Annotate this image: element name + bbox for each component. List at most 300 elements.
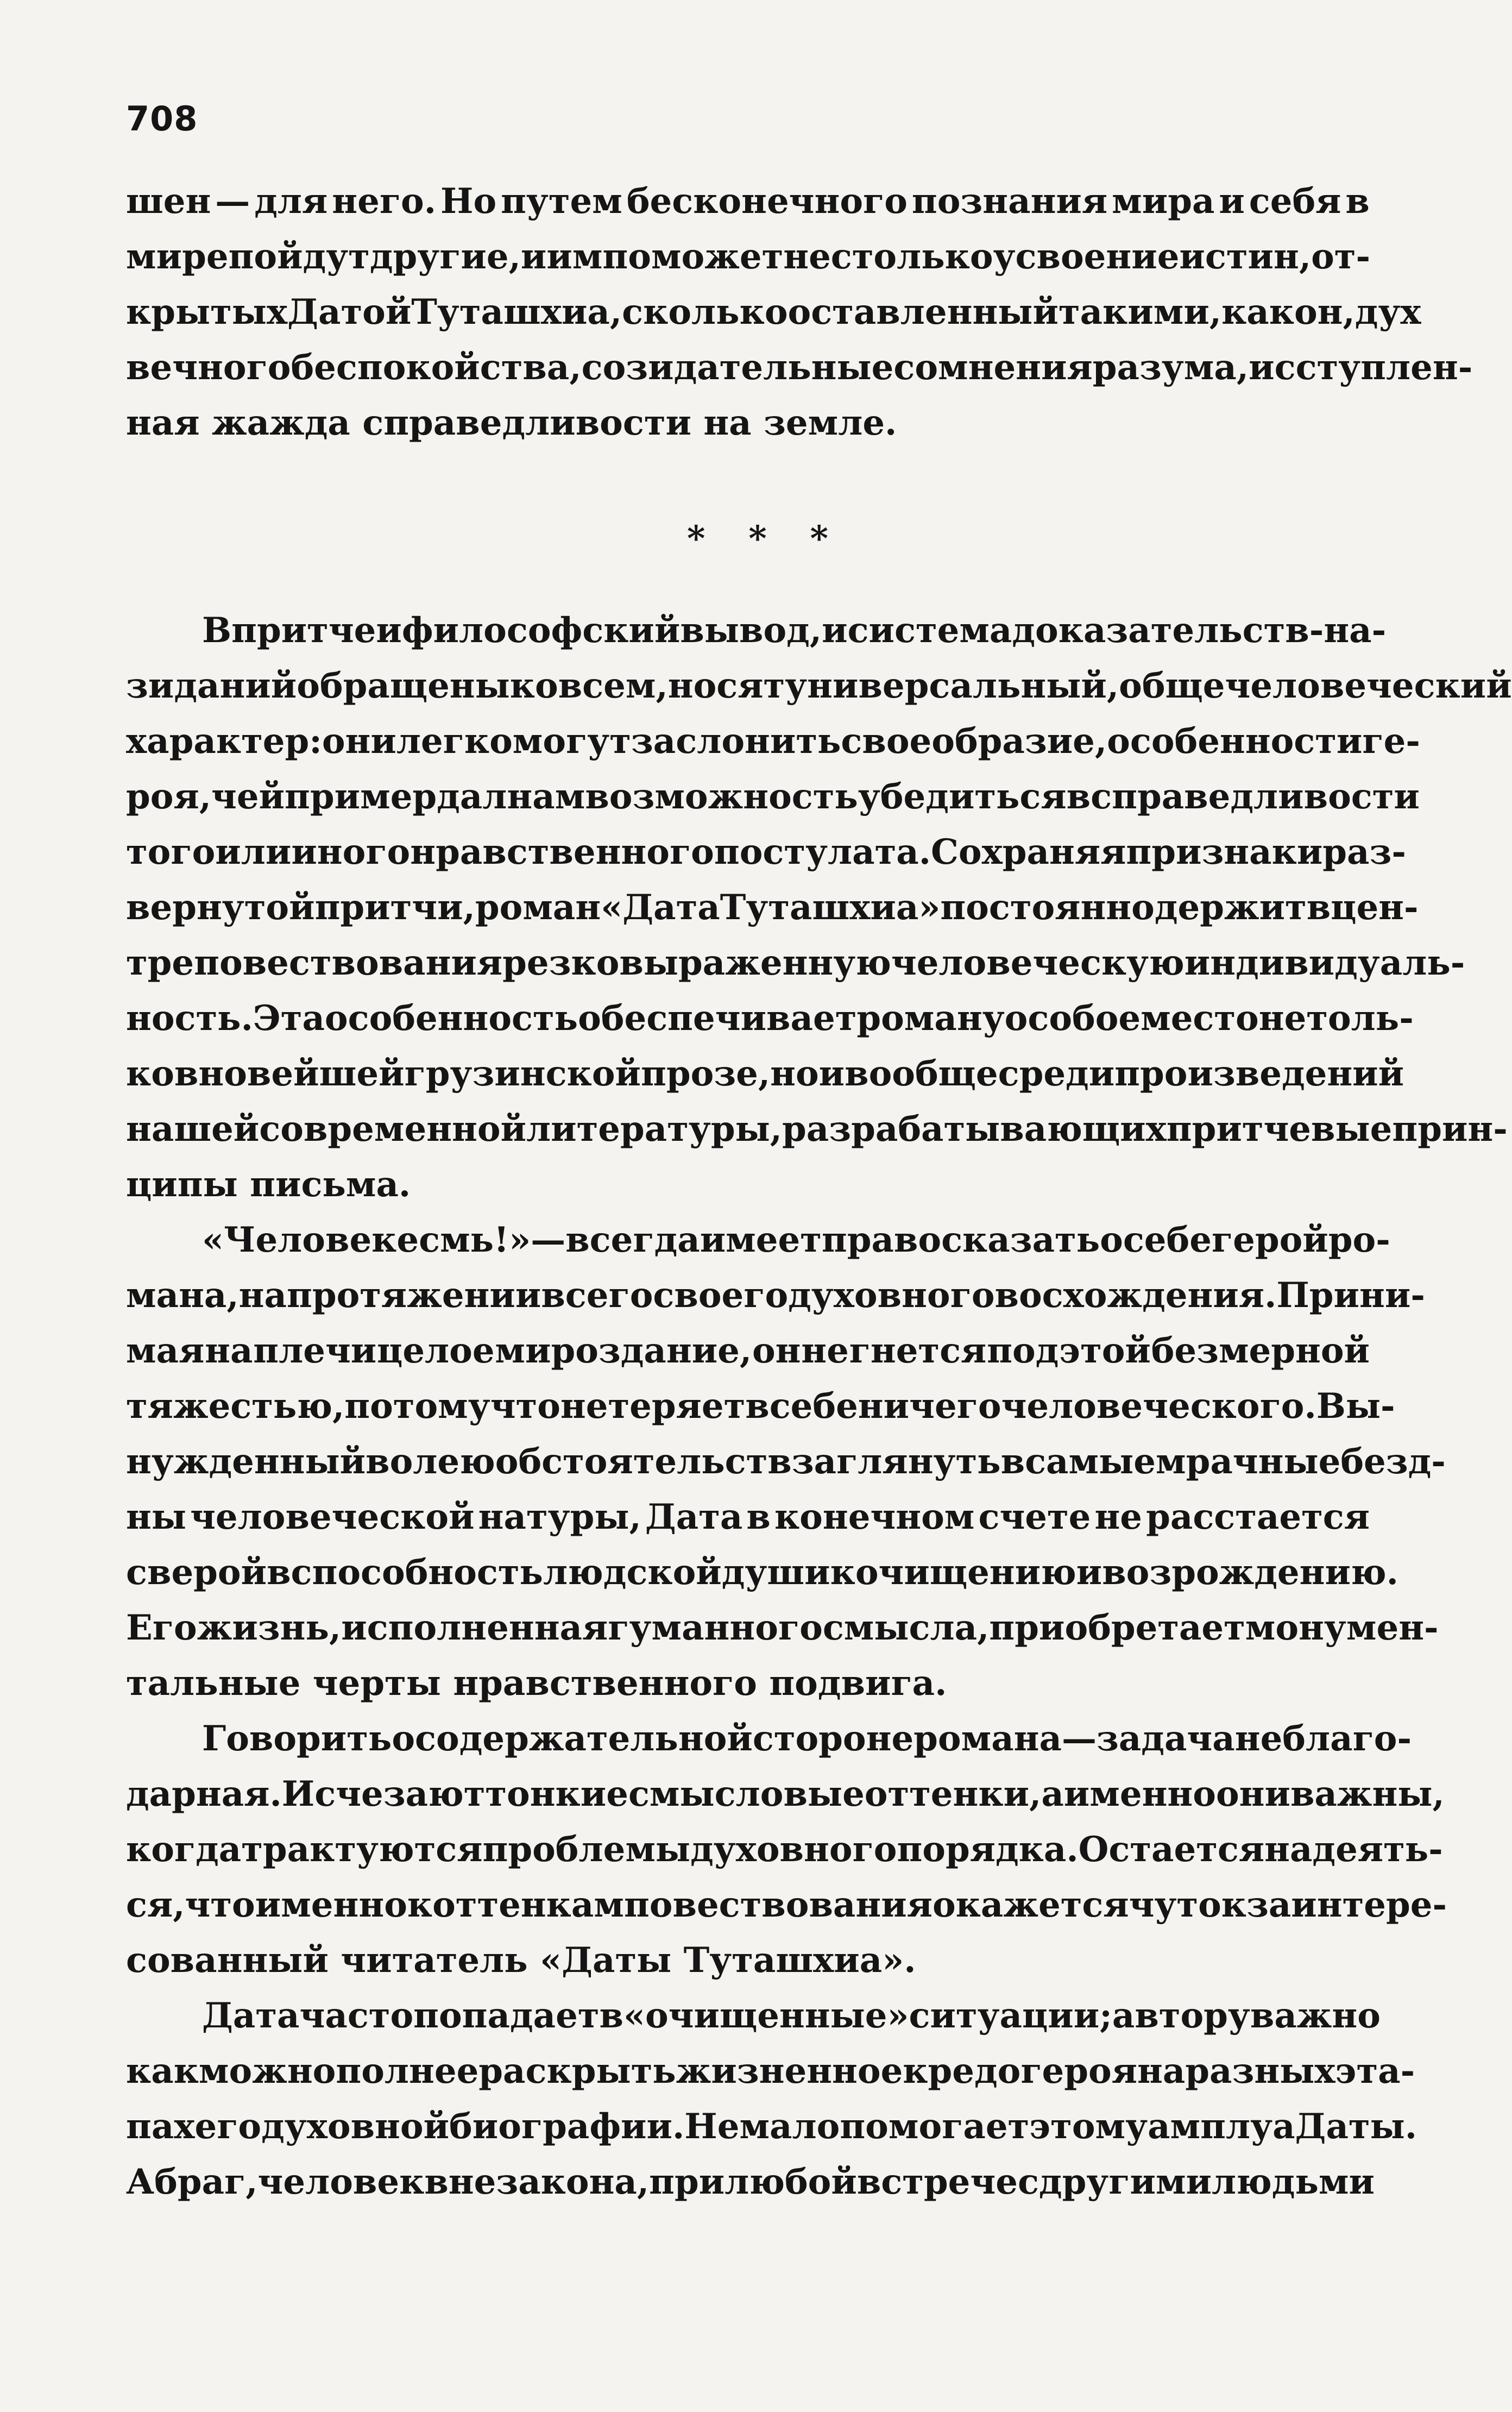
- word: произведений: [1114, 1053, 1404, 1094]
- word: вне: [424, 2162, 496, 2202]
- word: доказательств-на-: [1012, 610, 1387, 651]
- text-line: [126, 1711, 1412, 1767]
- word: и: [818, 1053, 845, 1094]
- word: притчевые: [1166, 1109, 1393, 1150]
- word: другими: [1038, 2162, 1212, 2202]
- word: и: [376, 610, 402, 651]
- text-block-top: [126, 174, 1473, 451]
- word: к: [830, 1552, 855, 1593]
- word: ципы: [126, 1164, 238, 1205]
- text-block-main: [126, 603, 1512, 2210]
- word: как: [1221, 292, 1294, 332]
- word: сомнения: [893, 347, 1093, 388]
- word: в: [745, 1386, 770, 1427]
- text-line: [126, 1933, 1370, 1988]
- word: но: [770, 1053, 819, 1094]
- word: духовного: [788, 1275, 995, 1316]
- word: автору: [1112, 1995, 1250, 2036]
- word: приобретает: [989, 1607, 1245, 1648]
- word: любой: [724, 2162, 857, 2202]
- text-line: [126, 880, 1419, 935]
- word: убедиться: [858, 776, 1067, 817]
- word: когда: [126, 1829, 242, 1870]
- word: трактуются: [241, 1829, 483, 1870]
- word: человеческого.: [1001, 1386, 1316, 1427]
- word: нравственного: [410, 832, 714, 872]
- word: герой: [1211, 1220, 1328, 1260]
- word: особенность: [324, 998, 578, 1039]
- word: способность: [291, 1552, 543, 1593]
- word: Датой: [287, 292, 412, 332]
- word: роя,: [126, 776, 211, 817]
- word: подвига.: [769, 1663, 947, 1704]
- section-separator: [687, 518, 828, 559]
- word: притчи,: [314, 887, 475, 928]
- word: универсальный,: [785, 665, 1119, 706]
- word: надеять-: [1264, 1829, 1443, 1870]
- word: на: [703, 403, 752, 443]
- word: жизненное: [676, 2051, 903, 2091]
- word: Вы-: [1316, 1386, 1395, 1427]
- word: новейшей: [198, 1053, 405, 1094]
- text-line: [126, 1490, 1370, 1545]
- word: восхождения.: [994, 1275, 1277, 1316]
- word: столько: [830, 236, 993, 277]
- word: ничего: [858, 1386, 1001, 1427]
- word: постулата.: [714, 832, 931, 872]
- word: именно: [255, 1885, 407, 1925]
- word: ко: [126, 1053, 174, 1094]
- word: не: [783, 236, 831, 277]
- word: исступлен-: [1249, 347, 1473, 388]
- text-line: [126, 658, 1512, 714]
- word: литературы,: [526, 1109, 783, 1150]
- word: современной: [259, 1109, 527, 1150]
- word: в: [1066, 776, 1091, 817]
- word: беспокойства,: [291, 347, 582, 388]
- word: возможность: [585, 776, 858, 817]
- word: дух: [1354, 292, 1421, 332]
- word: есмь!»: [396, 1220, 531, 1260]
- text-line: [126, 229, 1370, 285]
- word: духовной: [261, 2106, 450, 2147]
- word: монумен-: [1245, 1607, 1439, 1648]
- word: человек: [257, 2162, 425, 2202]
- word: всем,: [558, 665, 668, 706]
- word: место: [1141, 998, 1259, 1039]
- word: гуманного: [608, 1607, 823, 1648]
- text-line: [126, 1157, 1370, 1213]
- word: смысла,: [822, 1607, 990, 1648]
- word: и: [520, 236, 547, 277]
- word: могут: [512, 721, 631, 762]
- word: встрече: [856, 2162, 1018, 2202]
- word: заглянуть: [791, 1441, 1001, 1482]
- word: героя: [1020, 2051, 1137, 2091]
- separator-star: *: [687, 518, 705, 559]
- word: людьми: [1212, 2162, 1375, 2202]
- text-line: [126, 1656, 1370, 1711]
- word: его: [194, 2106, 262, 2147]
- word: —: [531, 1220, 566, 1260]
- text-line: [126, 1323, 1370, 1379]
- word: или: [215, 832, 292, 872]
- word: самые: [1025, 1441, 1156, 1482]
- word: справедливости: [362, 403, 691, 443]
- text-line: [126, 1988, 1381, 2044]
- word: вернутой: [126, 887, 315, 928]
- text-line: [126, 991, 1414, 1046]
- word: философский: [401, 610, 681, 651]
- word: в: [1345, 181, 1370, 222]
- text-line: [126, 395, 1370, 451]
- word: биографии.: [449, 2106, 685, 2147]
- word: счете: [978, 1497, 1091, 1537]
- word: мая: [126, 1330, 205, 1371]
- word: что: [185, 1885, 255, 1925]
- word: безмерной: [1151, 1330, 1370, 1371]
- text-line: [126, 1822, 1443, 1877]
- word: в: [174, 1053, 199, 1094]
- word: тонкие: [485, 1774, 628, 1814]
- word: ситуации;: [909, 1995, 1112, 2036]
- word: важны,: [1290, 1774, 1445, 1814]
- word: духовного: [690, 1829, 897, 1870]
- word: притче: [231, 610, 376, 651]
- word: души: [721, 1552, 830, 1593]
- word: созидательные: [581, 347, 894, 388]
- text-line: [126, 935, 1465, 991]
- text-line: [126, 1213, 1390, 1268]
- word: грузинской: [404, 1053, 641, 1094]
- word: он: [752, 1330, 801, 1371]
- word: такими,: [1058, 292, 1222, 332]
- text-line: [126, 1102, 1508, 1157]
- word: постоянно: [940, 887, 1155, 928]
- word: вывод,: [680, 610, 822, 651]
- word: Исчезают: [281, 1774, 486, 1814]
- word: ны: [126, 1497, 186, 1537]
- word: Остается: [1078, 1829, 1265, 1870]
- word: можно: [198, 2051, 336, 2091]
- word: ся,: [126, 1885, 185, 1925]
- word: они: [322, 721, 396, 762]
- word: право: [821, 1220, 942, 1260]
- word: ко: [509, 665, 558, 706]
- word: Дата: [645, 1497, 743, 1537]
- word: Туташхиа»: [720, 887, 941, 928]
- text-line: [126, 340, 1473, 395]
- text-line: [126, 1545, 1398, 1600]
- word: обращены: [297, 665, 510, 706]
- text-line: [126, 1600, 1439, 1656]
- word: от-: [1311, 236, 1370, 277]
- word: протяжении: [286, 1275, 541, 1316]
- word: и: [822, 610, 848, 651]
- text-line: [126, 2044, 1415, 2099]
- word: ность.: [126, 998, 253, 1039]
- word: вообще: [845, 1053, 998, 1094]
- word: стороне: [752, 1718, 914, 1759]
- word: прин-: [1392, 1109, 1508, 1150]
- word: имеет: [700, 1220, 822, 1260]
- word: именно: [1063, 1774, 1216, 1814]
- word: не: [801, 1330, 849, 1371]
- word: под: [987, 1330, 1059, 1371]
- word: письма.: [250, 1164, 411, 1205]
- word: очищению: [855, 1552, 1076, 1593]
- text-line: [126, 174, 1370, 229]
- word: нашей: [126, 1109, 260, 1150]
- word: возрождению.: [1102, 1552, 1398, 1593]
- word: оставленный: [788, 292, 1059, 332]
- word: иного: [291, 832, 411, 872]
- text-line: [126, 1767, 1445, 1822]
- word: чуток: [1129, 1885, 1246, 1925]
- text-line: [126, 1877, 1447, 1933]
- word: заинтере-: [1246, 1885, 1447, 1925]
- word: они: [1215, 1774, 1290, 1814]
- word: проблемы: [482, 1829, 691, 1870]
- word: В: [202, 610, 232, 651]
- text-line: [126, 1379, 1395, 1434]
- word: обстоятельств: [495, 1441, 792, 1482]
- word: на: [1137, 2051, 1186, 2091]
- text-line: [126, 1046, 1404, 1102]
- word: о: [392, 1718, 415, 1759]
- word: им: [546, 236, 603, 277]
- word: черты: [312, 1663, 441, 1704]
- word: Туташхиа».: [683, 1940, 916, 1981]
- word: ная: [126, 403, 200, 443]
- word: себя: [1249, 181, 1341, 222]
- word: Абраг,: [126, 2162, 258, 2202]
- word: нравственного: [453, 1663, 757, 1704]
- word: и: [1076, 1552, 1102, 1593]
- word: неблаго-: [1234, 1718, 1412, 1759]
- text-line: [126, 2155, 1375, 2210]
- word: усвоение: [993, 236, 1180, 277]
- word: потому: [344, 1386, 490, 1427]
- word: мана,: [126, 1275, 239, 1316]
- word: окажется: [932, 1885, 1129, 1925]
- word: с: [1017, 2162, 1039, 2202]
- word: закона,: [496, 2162, 650, 2202]
- word: обеспечивает: [578, 998, 857, 1039]
- word: оттенкам: [432, 1885, 624, 1925]
- word: мире: [126, 236, 229, 277]
- word: роману: [856, 998, 1005, 1039]
- word: пример: [285, 776, 437, 817]
- word: не: [1094, 1497, 1143, 1537]
- word: земле.: [764, 403, 897, 443]
- word: особенности: [1107, 721, 1363, 762]
- word: в: [267, 1552, 291, 1593]
- word: своего: [653, 1275, 789, 1316]
- word: волею: [366, 1441, 495, 1482]
- word: всегда: [565, 1220, 700, 1260]
- text-line: [126, 769, 1420, 825]
- text-line: [126, 714, 1420, 769]
- word: полнее: [336, 2051, 479, 2091]
- word: Даты.: [1295, 2106, 1417, 2147]
- word: человеческой: [190, 1497, 475, 1537]
- word: Туташхиа,: [411, 292, 622, 332]
- word: повествования: [623, 1885, 933, 1925]
- word: характер:: [126, 721, 322, 762]
- word: мироздание,: [495, 1330, 752, 1371]
- word: тальные: [126, 1663, 301, 1704]
- word: к: [407, 1885, 433, 1925]
- text-line: [126, 2099, 1417, 2155]
- word: гнется: [849, 1330, 987, 1371]
- word: разных: [1185, 2051, 1335, 2091]
- word: смысловые: [628, 1774, 865, 1814]
- word: в: [746, 1497, 771, 1537]
- word: цен-: [1331, 887, 1419, 928]
- word: что: [490, 1386, 560, 1427]
- word: разума,: [1092, 347, 1249, 388]
- word: жажда: [211, 403, 350, 443]
- word: безд-: [1340, 1441, 1446, 1482]
- word: резко: [502, 943, 620, 983]
- word: тяжестью,: [126, 1386, 345, 1427]
- word: среди: [998, 1053, 1115, 1094]
- word: крытых: [126, 292, 288, 332]
- text-line: [126, 1268, 1425, 1323]
- word: —: [1061, 1718, 1097, 1759]
- text-line: [126, 285, 1421, 340]
- word: человеческую: [891, 943, 1185, 983]
- word: путем: [501, 181, 622, 222]
- word: —: [215, 181, 250, 222]
- text-line: [126, 1434, 1446, 1490]
- word: нам: [507, 776, 585, 817]
- word: часто: [299, 1995, 414, 2036]
- word: повествования: [194, 943, 503, 983]
- word: а: [1041, 1774, 1064, 1814]
- word: себе: [1123, 1220, 1212, 1260]
- word: того: [126, 832, 216, 872]
- word: Сохраняя: [930, 832, 1126, 872]
- word: сколько: [622, 292, 788, 332]
- word: пах: [126, 2106, 195, 2147]
- word: амплуа: [1148, 2106, 1295, 2147]
- word: этому: [1029, 2106, 1148, 2147]
- word: романа: [914, 1718, 1062, 1759]
- word: «Человек: [202, 1220, 397, 1260]
- word: не: [1258, 998, 1307, 1039]
- word: раскрыть: [478, 2051, 676, 2091]
- word: нужденный: [126, 1441, 366, 1482]
- word: Прини-: [1276, 1275, 1425, 1316]
- word: Говорить: [202, 1718, 392, 1759]
- word: себе: [769, 1386, 858, 1427]
- page-number: 708: [126, 99, 198, 139]
- word: как: [126, 2051, 199, 2091]
- word: вечного: [126, 347, 291, 388]
- word: толь-: [1306, 998, 1414, 1039]
- word: в: [1306, 887, 1331, 928]
- word: помогает: [840, 2106, 1030, 2147]
- word: целое: [377, 1330, 495, 1371]
- separator-star: *: [748, 518, 767, 559]
- word: разрабатывающих: [782, 1109, 1167, 1150]
- word: сованный: [126, 1940, 329, 1981]
- word: читатель: [341, 1940, 528, 1981]
- word: мрачные: [1155, 1441, 1341, 1482]
- word: конечном: [774, 1497, 975, 1537]
- word: расстается: [1146, 1497, 1370, 1537]
- word: Но: [440, 181, 497, 222]
- word: чей: [211, 776, 285, 817]
- word: он,: [1294, 292, 1355, 332]
- word: пойдут: [228, 236, 370, 277]
- word: в: [1000, 1441, 1025, 1482]
- word: поможет: [602, 236, 784, 277]
- word: особое: [1004, 998, 1141, 1039]
- word: жизнь,: [197, 1607, 342, 1648]
- word: при: [649, 2162, 725, 2202]
- word: держит: [1154, 887, 1307, 928]
- word: Эта: [253, 998, 325, 1039]
- word: содержательной: [415, 1718, 753, 1759]
- word: другие,: [369, 236, 521, 277]
- word: «Дата: [601, 887, 720, 928]
- word: мира: [1112, 181, 1215, 222]
- word: бесконечного: [626, 181, 908, 222]
- word: прозе,: [640, 1053, 771, 1094]
- word: Дата: [202, 1995, 300, 2036]
- word: важно: [1250, 1995, 1381, 2036]
- word: задача: [1096, 1718, 1235, 1759]
- word: раз-: [1322, 832, 1406, 872]
- word: плечи: [253, 1330, 377, 1371]
- word: на: [238, 1275, 287, 1316]
- word: теряет: [608, 1386, 746, 1427]
- word: оттенки,: [864, 1774, 1042, 1814]
- word: о: [1100, 1220, 1123, 1260]
- word: система: [847, 610, 1012, 651]
- word: зиданий: [126, 665, 297, 706]
- word: «очищенные»: [623, 1995, 909, 2036]
- word: порядка.: [897, 1829, 1079, 1870]
- word: роман: [475, 887, 601, 928]
- word: сказать: [941, 1220, 1100, 1260]
- word: не: [560, 1386, 608, 1427]
- word: познания: [911, 181, 1108, 222]
- word: легко: [396, 721, 513, 762]
- word: верой: [147, 1552, 267, 1593]
- word: истин,: [1179, 236, 1312, 277]
- text-line: [126, 603, 1387, 658]
- word: кредо: [903, 2051, 1021, 2091]
- word: ро-: [1328, 1220, 1390, 1260]
- word: своеобразие,: [841, 721, 1107, 762]
- word: в: [599, 1995, 623, 2036]
- word: дал: [437, 776, 507, 817]
- text-line: [126, 825, 1406, 880]
- word: на: [205, 1330, 253, 1371]
- word: общечеловеческий: [1119, 665, 1512, 706]
- word: с: [126, 1552, 147, 1593]
- word: Немало: [684, 2106, 840, 2147]
- word: всего: [541, 1275, 653, 1316]
- word: заслонить: [631, 721, 841, 762]
- word: дарная.: [126, 1774, 282, 1814]
- word: этой: [1059, 1330, 1151, 1371]
- word: индивидуаль-: [1184, 943, 1465, 983]
